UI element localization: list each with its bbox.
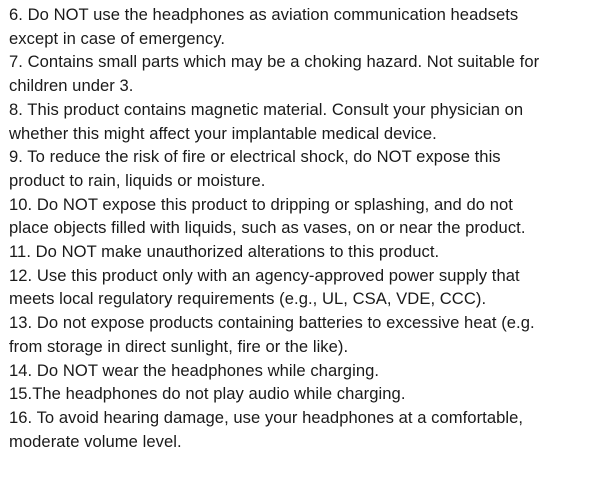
safety-item-line: except in case of emergency.: [9, 28, 225, 48]
safety-item-6: [9, 3, 605, 50]
safety-item-13: [9, 311, 605, 358]
safety-item-7: [9, 50, 605, 97]
safety-item-line: from storage in direct sunlight, fire or the like).: [9, 336, 349, 356]
safety-item-line: 13. Do not expose products containing batteries to excessive heat (e.g.: [9, 313, 535, 333]
safety-item-16: [9, 406, 605, 453]
safety-item-line: place objects filled with liquids, such as vases, on or near the product.: [9, 218, 526, 238]
safety-item-line: 11. Do NOT make unauthorized alterations to this product.: [9, 242, 440, 262]
safety-item-11: [9, 240, 605, 264]
safety-item-line: 12. Use this product only with an agency-approved power supply that: [9, 265, 520, 285]
safety-item-line: moderate volume level.: [9, 431, 182, 451]
safety-instructions-list: [9, 3, 605, 453]
safety-item-line: 6. Do NOT use the headphones as aviation communication headsets: [9, 5, 519, 24]
safety-item-12: [9, 264, 605, 311]
safety-item-15: [9, 382, 605, 406]
safety-item-10: [9, 193, 605, 240]
safety-item-line: whether this might affect your implantable medical device.: [9, 123, 437, 143]
safety-item-14: [9, 359, 605, 383]
safety-item-line: 15.The headphones do not play audio while charging.: [9, 384, 406, 404]
safety-item-8: [9, 98, 605, 145]
safety-item-line: 9. To reduce the risk of fire or electrical shock, do NOT expose this: [9, 147, 501, 167]
safety-item-line: 14. Do NOT wear the headphones while charging.: [9, 360, 380, 380]
safety-item-9: [9, 145, 605, 192]
safety-item-line: 16. To avoid hearing damage, use your headphones at a comfortable,: [9, 407, 524, 427]
safety-item-line: children under 3.: [9, 76, 134, 96]
safety-item-line: 8. This product contains magnetic material. Consult your physician on: [9, 99, 524, 119]
safety-item-line: 10. Do NOT expose this product to dripping or splashing, and do not: [9, 194, 513, 214]
safety-item-line: product to rain, liquids or moisture.: [9, 170, 266, 190]
safety-item-line: meets local regulatory requirements (e.g., UL, CSA, VDE, CCC).: [9, 289, 487, 309]
safety-item-line: 7. Contains small parts which may be a choking hazard. Not suitable for: [9, 52, 540, 72]
